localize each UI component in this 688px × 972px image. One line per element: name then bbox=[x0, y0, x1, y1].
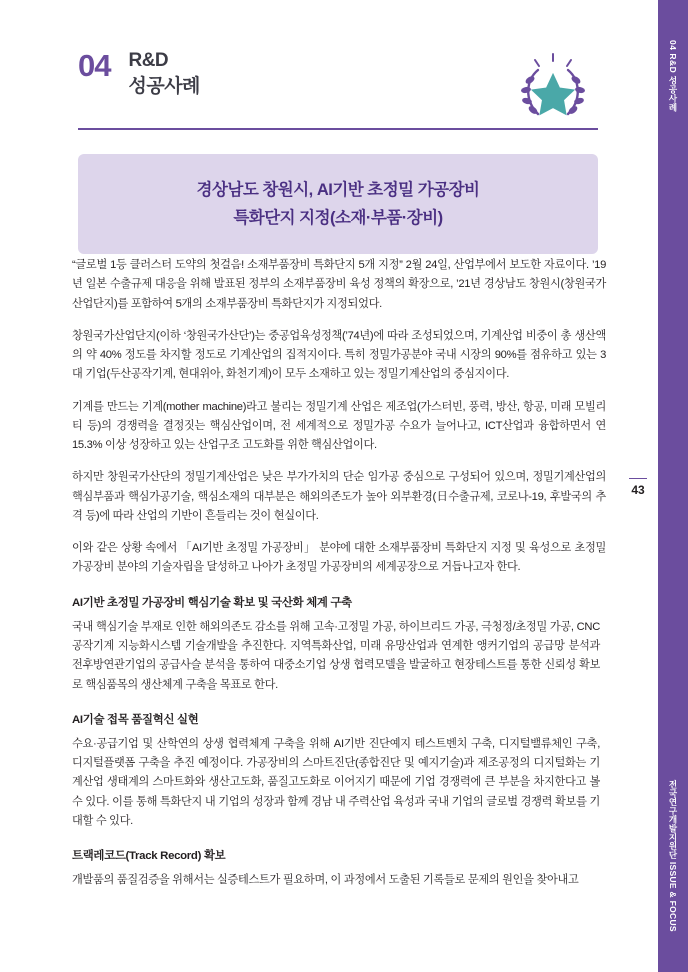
body-paragraph: 창원국가산업단지(이하 ‘창원국가산단’)는 중공업육성정책(’74년)에 따라 조성되었으며, 기계산업 비중이 총 생산액의 약 40% 정도를 차지할 정도로 기계산업의 집적지이다. 특히 정밀가공분야 국내 시장의 90%를 점유하고 있는 3대 기업(두산공작기계, 현대위아, 화천기계)이 모두 소재하고 있는 정밀기계산업의 중심지이다. bbox=[72, 329, 606, 381]
section-paragraph: 개발품의 품질검증을 위해서는 실증테스트가 필요하며, 이 과정에서 도출된 기록들로 문제의 원인을 찾아내고 bbox=[72, 874, 579, 887]
sidebar-publication-label: 전국연구개발지원단 ISSUE & FOCUS bbox=[668, 780, 678, 932]
body-paragraph: 이와 같은 상황 속에서 「AI기반 초정밀 가공장비」 분야에 대한 소재부품장비 특화단지 지정 및 육성으로 초정밀 가공장비 분야의 기술자립을 달성하고 나아가 초정밀 가공장비의 세계공장으로 거듭나고자 한다. bbox=[72, 542, 606, 574]
section-paragraph: 수요·공급기업 및 산학연의 상생 협력체계 구축을 위해 AI기반 진단예지 테스트벤치 구축, 디지털밸류체인 구축, 디지털플랫폼 구축을 추진 예정이다. 가공장비의 스마트진단(종합진단 및 예지기술)과 제조공정의 디지털화는 기계산업 생태계의 스마트화와 생산고도화, 품질고도화로 이어지기 때문에 기업 경쟁력에 큰 부분을 차지한다고 볼 수 있다. 이를 통해 특화단지 내 기업의 성장과 함께 경남 내 주력산업 육성과 국내 기업의 글로벌 경쟁력 확보를 기대할 수 있다. bbox=[72, 737, 600, 827]
page-number: 43 bbox=[631, 483, 645, 497]
body-paragraph: 기계를 만드는 기계(mother machine)라고 불리는 정밀기계 산업은 제조업(가스터빈, 풍력, 방산, 항공, 미래 모빌리티 등)의 경쟁력을 결정짓는 핵심산업이며, 전 세계적으로 정밀가공 수요가 늘어나고, ICT산업과 융합하면서 연 15.3% 이상 성장하고 있는 산업구조 고도화를 위한 핵심산업이다. bbox=[72, 400, 606, 452]
chapter-title-line-2: 성공사례 bbox=[128, 75, 200, 97]
body-paragraph: 하지만 창원국가산단의 정밀기계산업은 낮은 부가가치의 단순 임가공 중심으로 구성되어 있으며, 정밀기계산업의 핵심부품과 핵심가공기술, 핵심소재의 대부분은 해외의존도가 높아 외부환경(日수출규제, 코로나-19, 후발국의 추격 등)에 따라 산업의 기반이 흔들리는 것이 현실이다. bbox=[72, 471, 606, 522]
section-heading: 트랙레코드(Track Record) 확보 bbox=[72, 850, 226, 863]
chapter-title-line-1: R&D bbox=[128, 50, 169, 71]
article-title-line-1: 경상남도 창원시, AI기반 초정밀 가공장비 bbox=[196, 181, 480, 199]
laurel-star-emblem bbox=[508, 52, 598, 124]
chapter-number: 04 bbox=[78, 48, 111, 83]
page-number-rule bbox=[629, 478, 647, 479]
star-icon bbox=[532, 74, 574, 115]
section-heading: AI기반 초정밀 가공장비 핵심기술 확보 및 국산화 체계 구축 bbox=[72, 596, 352, 609]
sidebar-chapter-label: 04 R&D 성공사례 bbox=[668, 40, 678, 113]
header-divider bbox=[78, 128, 598, 130]
chapter-title bbox=[128, 48, 199, 99]
article-body bbox=[72, 256, 606, 903]
body-paragraph: “글로벌 1등 클러스터 도약의 첫걸음! 소재부품장비 특화단지 5개 지정” 2월 24일, 산업부에서 보도한 자료이다. ’19년 일본 수출규제 대응을 위해 발표된 정부의 소재부품장비 육성 정책의 확장으로, ’21년 경상남도 창원시(창원국가산업단지)를 포함하여 5개의 소재부품장비 특화단지가 지정되었다. bbox=[72, 259, 606, 310]
page-number-block bbox=[626, 478, 650, 497]
article-title-line-2: 특화단지 지정(소재·부품·장비) bbox=[233, 209, 443, 228]
section-heading: AI기술 접목 품질혁신 실현 bbox=[72, 713, 199, 726]
article-title-box bbox=[78, 154, 598, 254]
section-paragraph: 국내 핵심기술 부재로 인한 해외의존도 감소를 위해 고속·고정밀 가공, 하이브리드 가공, 극청정/초정밀 가공, CNC 공작기계 지능화시스템 기술개발을 추진한다. 지역특화산업, 미래 유망산업과 연계한 앵커기업의 공급망 분석과 전후방연관기업의 공급사슬 분석을 통하여 대중소기업 상생 협력모델을 발굴하고 현장테스트를 통한 신뢰성 확보로 핵심품목의 생산체계 구축을 목표로 한다. bbox=[72, 620, 600, 691]
